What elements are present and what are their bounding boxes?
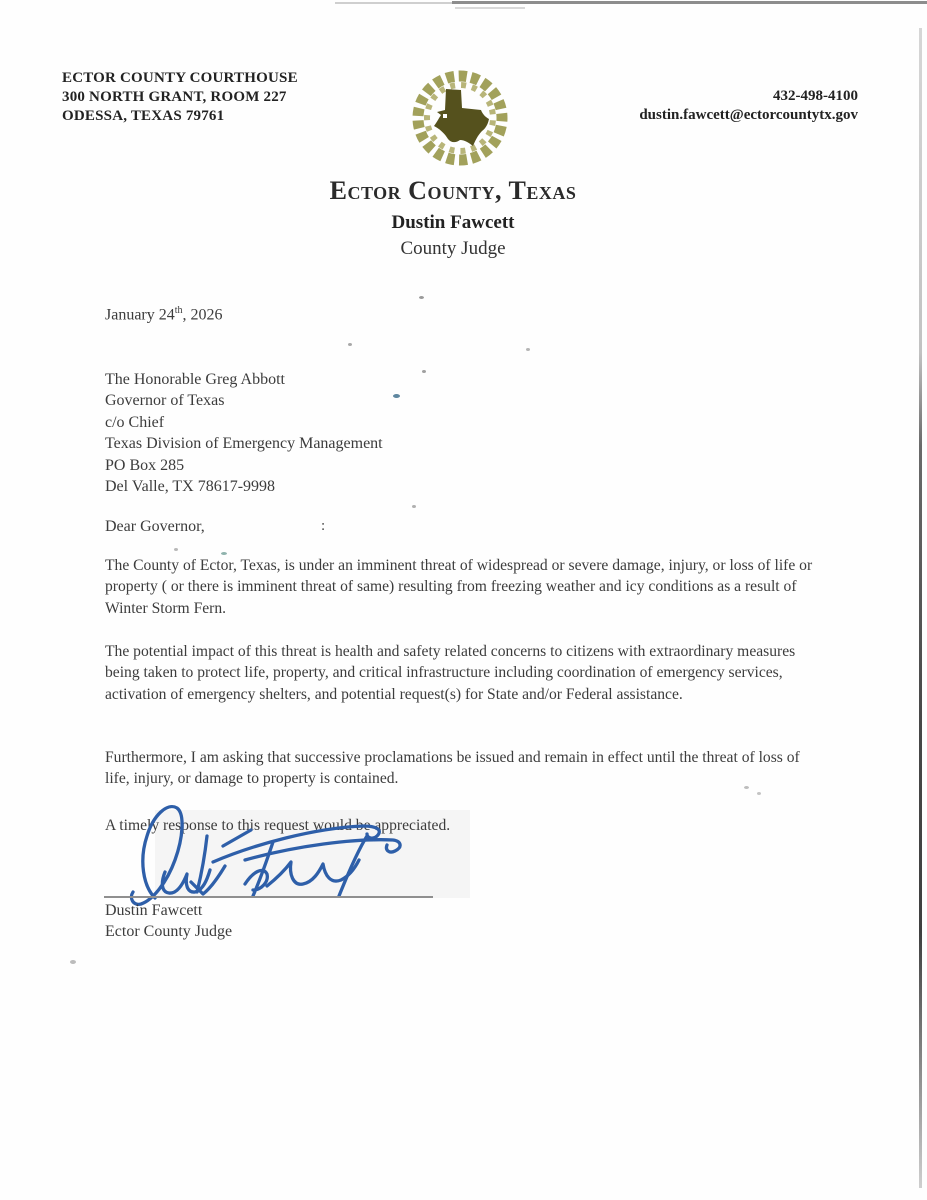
scan-speck bbox=[419, 296, 424, 299]
date-year: , 2026 bbox=[182, 306, 223, 324]
email-address: dustin.fawcett@ectorcountytx.gov bbox=[639, 107, 858, 123]
scan-speck bbox=[757, 792, 761, 795]
recipient-line: Del Valle, TX 78617-9998 bbox=[105, 478, 276, 496]
scan-speck bbox=[348, 343, 352, 346]
letterhead-address-line: ECTOR COUNTY COURTHOUSE bbox=[62, 70, 298, 86]
organization-name: Ector County, Texas bbox=[329, 176, 577, 205]
scan-speck bbox=[174, 548, 178, 551]
recipient-line: c/o Chief bbox=[105, 413, 165, 431]
letterhead-address-line: ODESSA, TEXAS 79761 bbox=[62, 108, 225, 124]
signature-block bbox=[105, 901, 232, 942]
scan-artifact-top-smudge bbox=[455, 7, 525, 9]
letterhead-title-block bbox=[0, 178, 906, 260]
scan-speck bbox=[422, 370, 426, 373]
letterhead-address-block bbox=[62, 69, 298, 126]
scan-artifact-top-line-faint bbox=[335, 2, 455, 4]
signature-line bbox=[104, 896, 433, 898]
scan-artifact-right-edge-line bbox=[919, 28, 922, 1188]
county-seal-icon bbox=[406, 62, 514, 170]
official-title: County Judge bbox=[400, 238, 506, 259]
body-paragraph: The County of Ector, Texas, is under an imminent threat of widespread or severe damage, injury, or loss of life or property ( or there is imminent threat of same) resulting from freezing weather and icy conditions as a result of Winter Storm Fern. bbox=[105, 557, 813, 617]
scan-speck bbox=[412, 505, 416, 508]
recipient-line: PO Box 285 bbox=[105, 456, 185, 474]
body-paragraph: Furthermore, I am asking that successive proclamations be issued and remain in effect until the threat of loss of life, injury, or damage to property is contained. bbox=[105, 749, 800, 788]
salutation: Dear Governor, bbox=[105, 518, 205, 535]
scan-speck bbox=[70, 960, 76, 964]
body-paragraph: The potential impact of this threat is health and safety related concerns to citizens with extraordinary measures being taken to protect life, property, and critical infrastructure including coordination of emergency services, activation of emergency shelters, and potential request(s) for State and/or Federal assistance. bbox=[105, 643, 796, 703]
recipient-line: Texas Division of Emergency Management bbox=[105, 435, 383, 453]
closing-line: A timely response to this request would be appreciated. bbox=[105, 817, 451, 834]
scan-speck bbox=[393, 394, 400, 398]
date-main: January 24 bbox=[105, 306, 175, 324]
recipient-address-block bbox=[105, 369, 383, 497]
recipient-line: The Honorable Greg Abbott bbox=[105, 371, 285, 388]
date-line bbox=[105, 305, 223, 324]
recipient-line: Governor of Texas bbox=[105, 392, 225, 410]
official-name: Dustin Fawcett bbox=[391, 212, 515, 233]
scan-artifact-top-line bbox=[452, 1, 927, 4]
typed-signer-title: Ector County Judge bbox=[105, 922, 233, 940]
letterhead-contact-block bbox=[639, 87, 858, 125]
typed-signer-name: Dustin Fawcett bbox=[105, 902, 203, 919]
scan-speck bbox=[526, 348, 530, 351]
scan-artifact-stray-colon: : bbox=[321, 518, 326, 534]
date-ordinal-suffix: th bbox=[174, 305, 183, 316]
letterhead-address-line: 300 NORTH GRANT, ROOM 227 bbox=[62, 89, 287, 105]
phone-number: 432-498-4100 bbox=[773, 88, 858, 104]
